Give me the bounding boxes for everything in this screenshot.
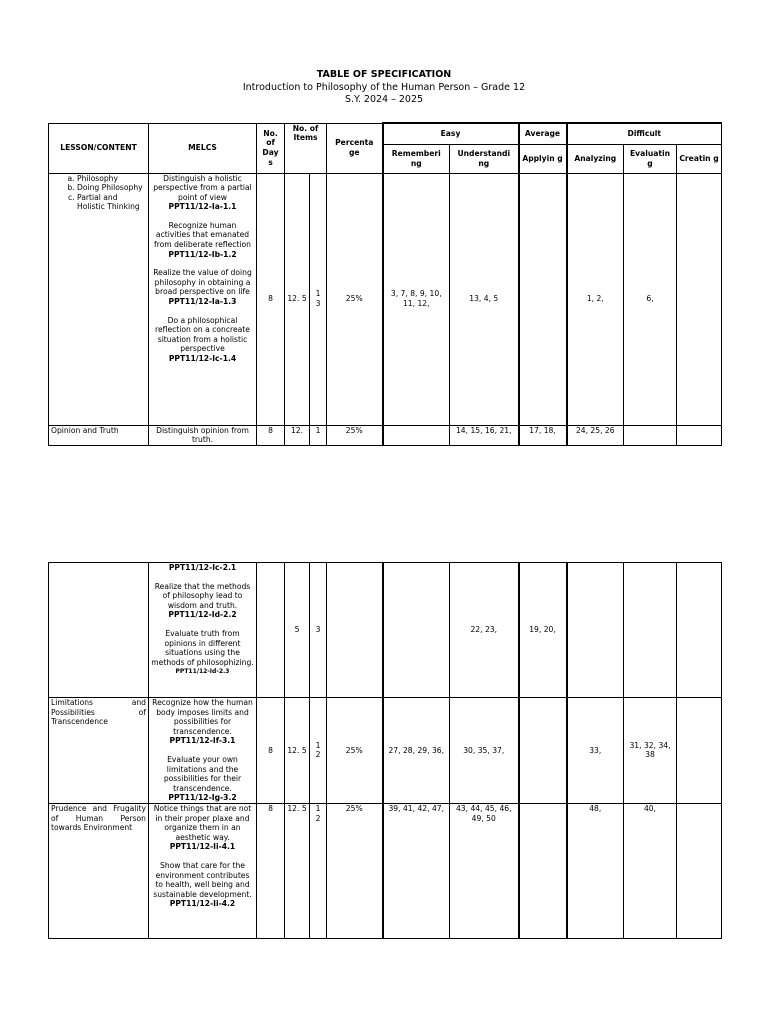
applying-cell bbox=[519, 803, 567, 938]
creating-cell bbox=[677, 173, 722, 425]
melc-code: PPT11/12-Ig-3.2 bbox=[168, 793, 237, 803]
days-cell: 8 bbox=[257, 803, 285, 938]
items-cell: 12. 5 bbox=[285, 803, 310, 938]
applying-cell bbox=[519, 698, 567, 804]
items-count-cell: 3 bbox=[310, 563, 327, 698]
melcs-cell bbox=[149, 173, 257, 425]
lesson-cell: Opinion and Truth bbox=[49, 425, 149, 445]
items-count-cell: 1 2 bbox=[310, 698, 327, 804]
header-days: No. of Day s bbox=[257, 123, 285, 173]
table-row bbox=[49, 173, 722, 425]
header-difficult: Difficult bbox=[567, 123, 722, 144]
days-cell: 8 bbox=[257, 698, 285, 804]
melc-text: Evaluate truth from opinions in different situations using the methods of philosophizing. bbox=[151, 628, 254, 667]
header-analyzing: Analyzing bbox=[567, 144, 624, 173]
items-cell: 12. bbox=[285, 425, 310, 445]
remembering-cell bbox=[383, 563, 450, 698]
remembering-cell: 39, 41, 42, 47, bbox=[383, 803, 450, 938]
applying-cell: 19, 20, bbox=[519, 563, 567, 698]
melcs-cell: Distinguish opinion from truth. bbox=[149, 425, 257, 445]
evaluating-cell: 40, bbox=[624, 803, 677, 938]
analyzing-cell: 24, 25, 26 bbox=[567, 425, 624, 445]
melc-code: PPT11/12-Id-2.3 bbox=[175, 668, 230, 676]
percentage-cell: 25% bbox=[327, 698, 383, 804]
header-remembering: Rememberi ng bbox=[383, 144, 450, 173]
header-understanding: Understandi ng bbox=[450, 144, 519, 173]
understanding-cell: 14, 15, 16, 21, bbox=[450, 425, 519, 445]
lesson-item: c. Partial and Holistic Thinking bbox=[77, 193, 146, 212]
items-cell: 12. 5 bbox=[285, 698, 310, 804]
remembering-cell: 27, 28, 29, 36, bbox=[383, 698, 450, 804]
melcs-cell bbox=[149, 803, 257, 938]
percentage-cell: 25% bbox=[327, 803, 383, 938]
days-cell: 8 bbox=[257, 173, 285, 425]
header-lesson-content: LESSON/CONTENT bbox=[49, 123, 149, 173]
lesson-item: b. Doing Philosophy bbox=[77, 183, 146, 193]
items-cell: 12. 5 bbox=[285, 173, 310, 425]
melc-text: Show that care for the environment contributes to health, well being and sustainable development. bbox=[153, 860, 252, 899]
header-items: No. of Items bbox=[285, 123, 327, 173]
analyzing-cell: 33, bbox=[567, 698, 624, 804]
melc-code: PPT11/12-Ia-1.3 bbox=[168, 297, 237, 307]
remembering-cell: 3, 7, 8, 9, 10, 11, 12, bbox=[383, 173, 450, 425]
creating-cell bbox=[677, 563, 722, 698]
understanding-cell: 22, 23, bbox=[450, 563, 519, 698]
melc-code: PPT11/12-Ii-4.1 bbox=[169, 842, 236, 852]
evaluating-cell bbox=[624, 425, 677, 445]
items-count-cell: 1 bbox=[310, 425, 327, 445]
creating-cell bbox=[677, 698, 722, 804]
header-easy: Easy bbox=[383, 123, 519, 144]
header-melcs: MELCS bbox=[149, 123, 257, 173]
understanding-cell: 13, 4, 5 bbox=[450, 173, 519, 425]
melc-text: Evaluate your own limitations and the possibilities for their transcendence. bbox=[163, 754, 242, 793]
creating-cell bbox=[677, 425, 722, 445]
header-creating: Creatin g bbox=[677, 144, 722, 173]
melc-text: Realize that the methods of philosophy lead to wisdom and truth. bbox=[154, 581, 251, 610]
document-title: TABLE OF SPECIFICATION bbox=[316, 69, 452, 80]
remembering-cell bbox=[383, 425, 450, 445]
melc-text: Realize the value of doing philosophy in obtaining a broad perspective on life bbox=[153, 268, 252, 297]
melc-code: PPT11/12-Ib-1.2 bbox=[168, 249, 237, 259]
melc-code: PPT11/12-Ic-2.1 bbox=[168, 563, 237, 572]
creating-cell bbox=[677, 803, 722, 938]
understanding-cell: 43, 44, 45, 46, 49, 50 bbox=[450, 803, 519, 938]
evaluating-cell bbox=[624, 563, 677, 698]
percentage-cell bbox=[327, 563, 383, 698]
document-subtitle: Introduction to Philosophy of the Human Person – Grade 12 bbox=[242, 82, 526, 93]
percentage-cell: 25% bbox=[327, 425, 383, 445]
lesson-item: a. Philosophy bbox=[77, 174, 146, 184]
evaluating-cell: 31, 32, 34, 38 bbox=[624, 698, 677, 804]
lesson-cell bbox=[49, 173, 149, 425]
items-count-cell: 1 2 bbox=[310, 803, 327, 938]
applying-cell bbox=[519, 173, 567, 425]
header-average: Average bbox=[519, 123, 567, 144]
days-cell: 8 bbox=[257, 425, 285, 445]
specification-table-page-2 bbox=[48, 562, 722, 939]
melc-code: PPT11/12-Ia-1.1 bbox=[168, 202, 237, 212]
melc-text: Do a philosophical reflection on a concreate situation from a holistic perspective bbox=[155, 315, 250, 354]
analyzing-cell bbox=[567, 563, 624, 698]
days-cell bbox=[257, 563, 285, 698]
melc-code: PPT11/12-If-3.1 bbox=[169, 736, 236, 746]
table-row bbox=[49, 698, 722, 804]
table-row bbox=[49, 425, 722, 445]
understanding-cell: 30, 35, 37, bbox=[450, 698, 519, 804]
analyzing-cell: 1, 2, bbox=[567, 173, 624, 425]
melc-text: Recognize human activities that emanated from deliberate reflection bbox=[154, 220, 251, 250]
items-cell: 5 bbox=[285, 563, 310, 698]
melc-text: Recognize how the human body imposes limits and possibilities for transcendence. bbox=[152, 698, 253, 736]
lesson-cell: Prudence and Frugality of Human Person towards Environment bbox=[49, 803, 149, 938]
items-count-cell: 1 3 bbox=[310, 173, 327, 425]
lesson-cell: Limitations and Possibilities of Transcendence bbox=[49, 698, 149, 804]
melc-text: Notice things that are not in their proper plaxe and organize them in an aesthetic way. bbox=[153, 803, 252, 842]
table-row bbox=[49, 563, 722, 698]
specification-table-page-1 bbox=[48, 122, 722, 446]
header-percentage: Percenta ge bbox=[327, 123, 383, 173]
melc-code: PPT11/12-Ii-4.2 bbox=[169, 899, 236, 909]
melc-code: PPT11/12-Ic-1.4 bbox=[168, 354, 237, 363]
analyzing-cell: 48, bbox=[567, 803, 624, 938]
table-row bbox=[49, 803, 722, 938]
melcs-cell bbox=[149, 563, 257, 698]
applying-cell: 17, 18, bbox=[519, 425, 567, 445]
evaluating-cell: 6, bbox=[624, 173, 677, 425]
melc-text: Distinguish a holistic perspective from a partial point of view bbox=[153, 173, 252, 202]
header-evaluating: Evaluatin g bbox=[624, 144, 677, 173]
lesson-cell bbox=[49, 563, 149, 698]
header-applying: Applyin g bbox=[519, 144, 567, 173]
school-year: S.Y. 2024 – 2025 bbox=[344, 94, 424, 105]
melcs-cell bbox=[149, 698, 257, 804]
melc-code: PPT11/12-Id-2.2 bbox=[168, 610, 237, 620]
percentage-cell: 25% bbox=[327, 173, 383, 425]
